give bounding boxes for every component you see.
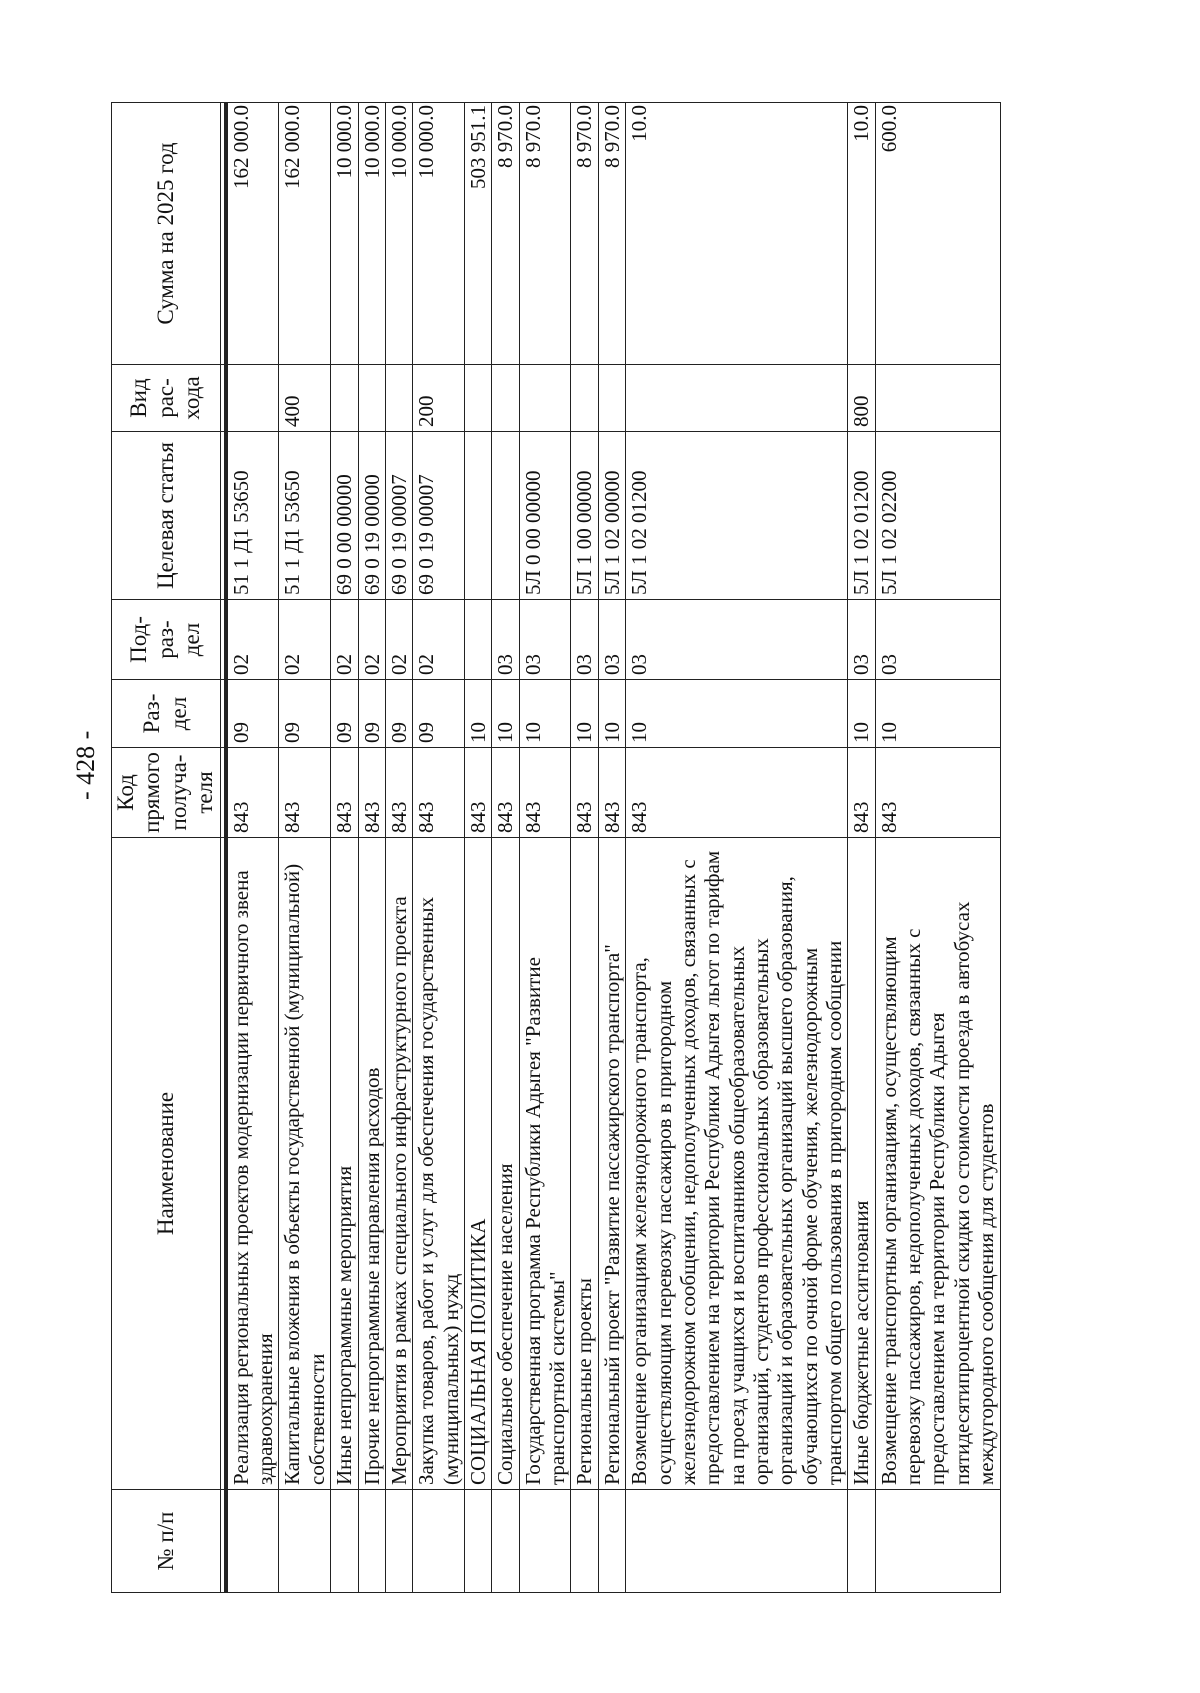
cell-expense-type [464,365,491,432]
table-row [385,103,412,1593]
cell-subsection: 02 [358,600,385,680]
cell-subsection [464,600,491,680]
cell-subsection: 02 [385,600,412,680]
cell-name: Капитальные вложения в объекты государственной (муниципальной) собственности [279,838,331,1490]
cell-expense-type [875,365,1000,432]
header-name: Наименование [112,838,221,1490]
table-row [848,103,875,1593]
cell-subsection: 03 [598,600,625,680]
cell-name: Реализация региональных проектов модернизации первичного звена здравоохранения [226,838,279,1490]
cell-section: 10 [626,680,848,748]
cell-target-article: 51 1 Д1 53650 [226,432,279,600]
cell-expense-type [492,365,519,432]
table-row [331,103,358,1593]
cell-recipient-code: 843 [385,748,412,838]
cell-expense-type: 200 [413,365,465,432]
cell-name: Возмещение транспортным организациям, осуществляющим перевозку пассажиров, недополученных доходов, связанных с предоставлением на территории Республики Адыгея пятидесятипроцентной скидки со стоимости проезда в автобусах междугородного сообщения для студентов [875,838,1000,1490]
cell-recipient-code: 843 [492,748,519,838]
cell-expense-type: 800 [848,365,875,432]
cell-amount: 600.0 [875,103,1000,365]
cell-subsection: 03 [519,600,571,680]
cell-subsection: 03 [571,600,598,680]
cell-number [875,1490,1000,1593]
cell-name: Государственная программа Республики Адыгея "Развитие транспортной системы" [519,838,571,1490]
cell-subsection: 02 [279,600,331,680]
cell-target-article: 5Л 1 02 00000 [598,432,625,600]
cell-recipient-code: 843 [279,748,331,838]
cell-amount: 10 000.0 [331,103,358,365]
cell-recipient-code: 843 [464,748,491,838]
cell-recipient-code: 843 [626,748,848,838]
cell-amount: 503 951.1 [464,103,491,365]
cell-amount: 162 000.0 [226,103,279,365]
cell-subsection: 02 [331,600,358,680]
header-section: Раз-дел [112,680,221,748]
rotated-page-content [111,103,1066,1593]
cell-target-article [492,432,519,600]
cell-number [519,1490,571,1593]
cell-number [413,1490,465,1593]
cell-section: 09 [413,680,465,748]
budget-table [111,102,1001,1593]
cell-name: Мероприятия в рамках специального инфраструктурного проекта [385,838,412,1490]
cell-expense-type [519,365,571,432]
cell-number [358,1490,385,1593]
cell-expense-type [331,365,358,432]
cell-amount: 8 970.0 [492,103,519,365]
cell-recipient-code: 843 [848,748,875,838]
cell-expense-type [626,365,848,432]
cell-expense-type [358,365,385,432]
cell-section: 10 [848,680,875,748]
cell-number [226,1490,279,1593]
cell-name: Социальное обеспечение населения [492,838,519,1490]
cell-subsection: 03 [875,600,1000,680]
cell-target-article: 5Л 1 02 02200 [875,432,1000,600]
cell-amount: 10.0 [848,103,875,365]
cell-section: 09 [385,680,412,748]
cell-recipient-code: 843 [598,748,625,838]
cell-number [331,1490,358,1593]
cell-amount: 10 000.0 [385,103,412,365]
header-recipient-code: Код прямого получа-теля [112,748,221,838]
cell-section: 09 [226,680,279,748]
cell-number [279,1490,331,1593]
table-header [112,103,226,1593]
cell-target-article [464,432,491,600]
cell-number [385,1490,412,1593]
table-row [519,103,571,1593]
table-row [279,103,331,1593]
cell-amount: 8 970.0 [571,103,598,365]
cell-recipient-code: 843 [226,748,279,838]
page-number: - 428 - [71,730,100,800]
cell-section: 09 [358,680,385,748]
cell-name: Региональный проект "Развитие пассажирского транспорта" [598,838,625,1490]
cell-recipient-code: 843 [519,748,571,838]
header-subsection: Под-раз-дел [112,600,221,680]
cell-target-article: 5Л 1 00 00000 [571,432,598,600]
cell-expense-type [226,365,279,432]
cell-target-article: 69 0 19 00007 [385,432,412,600]
cell-number [848,1490,875,1593]
cell-section: 10 [875,680,1000,748]
cell-target-article: 5Л 1 02 01200 [848,432,875,600]
header-number: № п/п [112,1490,221,1593]
cell-section: 10 [464,680,491,748]
cell-section: 10 [492,680,519,748]
table-row [571,103,598,1593]
cell-subsection: 03 [626,600,848,680]
cell-amount: 162 000.0 [279,103,331,365]
cell-section: 10 [519,680,571,748]
cell-amount: 8 970.0 [598,103,625,365]
cell-target-article: 51 1 Д1 53650 [279,432,331,600]
cell-number [626,1490,848,1593]
cell-section: 10 [598,680,625,748]
cell-target-article: 69 0 00 00000 [331,432,358,600]
cell-expense-type [385,365,412,432]
cell-name: СОЦИАЛЬНАЯ ПОЛИТИКА [464,838,491,1490]
cell-recipient-code: 843 [571,748,598,838]
cell-number [464,1490,491,1593]
cell-number [571,1490,598,1593]
cell-section: 09 [331,680,358,748]
cell-name: Прочие непрограммные направления расходов [358,838,385,1490]
cell-recipient-code: 843 [358,748,385,838]
cell-expense-type [571,365,598,432]
cell-name: Возмещение организациям железнодорожного транспорта, осуществляющим перевозку пассажиров в пригородном железнодорожном сообщении, недополученных доходов, связанных с предоставлением на территории Республики Адыгея льгот по тарифам на проезд учащихся и воспитанников общеобразовательных организаций, студентов профессиональных образовательных организаций и образовательных организаций высшего образования, обучающихся по очной форме обучения, железнодорожным транспортом общего пользования в пригородном сообщении [626,838,848,1490]
cell-expense-type: 400 [279,365,331,432]
cell-section: 10 [571,680,598,748]
table-row [358,103,385,1593]
cell-amount: 8 970.0 [519,103,571,365]
cell-name: Иные непрограммные мероприятия [331,838,358,1490]
cell-amount: 10 000.0 [358,103,385,365]
table-row [492,103,519,1593]
cell-name: Закупка товаров, работ и услуг для обеспечения государственных (муниципальных) нужд [413,838,465,1490]
table-body [226,103,1000,1593]
cell-number [492,1490,519,1593]
cell-amount: 10.0 [626,103,848,365]
cell-name: Иные бюджетные ассигнования [848,838,875,1490]
cell-subsection: 03 [492,600,519,680]
cell-amount: 10 000.0 [413,103,465,365]
cell-recipient-code: 843 [875,748,1000,838]
cell-subsection: 02 [413,600,465,680]
cell-subsection: 02 [226,600,279,680]
cell-recipient-code: 843 [413,748,465,838]
cell-name: Региональные проекты [571,838,598,1490]
cell-recipient-code: 843 [331,748,358,838]
cell-expense-type [598,365,625,432]
cell-subsection: 03 [848,600,875,680]
table-row [875,103,1000,1593]
header-expense-type: Вид рас-хода [112,365,221,432]
table-row [413,103,465,1593]
cell-target-article: 69 0 19 00007 [413,432,465,600]
table-row [226,103,279,1593]
table-row [598,103,625,1593]
table-row [464,103,491,1593]
header-target-article: Целевая статья [112,432,221,600]
table-row [626,103,848,1593]
cell-target-article: 5Л 1 02 01200 [626,432,848,600]
cell-target-article: 5Л 0 00 00000 [519,432,571,600]
cell-target-article: 69 0 19 00000 [358,432,385,600]
cell-section: 09 [279,680,331,748]
cell-number [598,1490,625,1593]
header-amount-2025: Сумма на 2025 год [112,103,221,365]
